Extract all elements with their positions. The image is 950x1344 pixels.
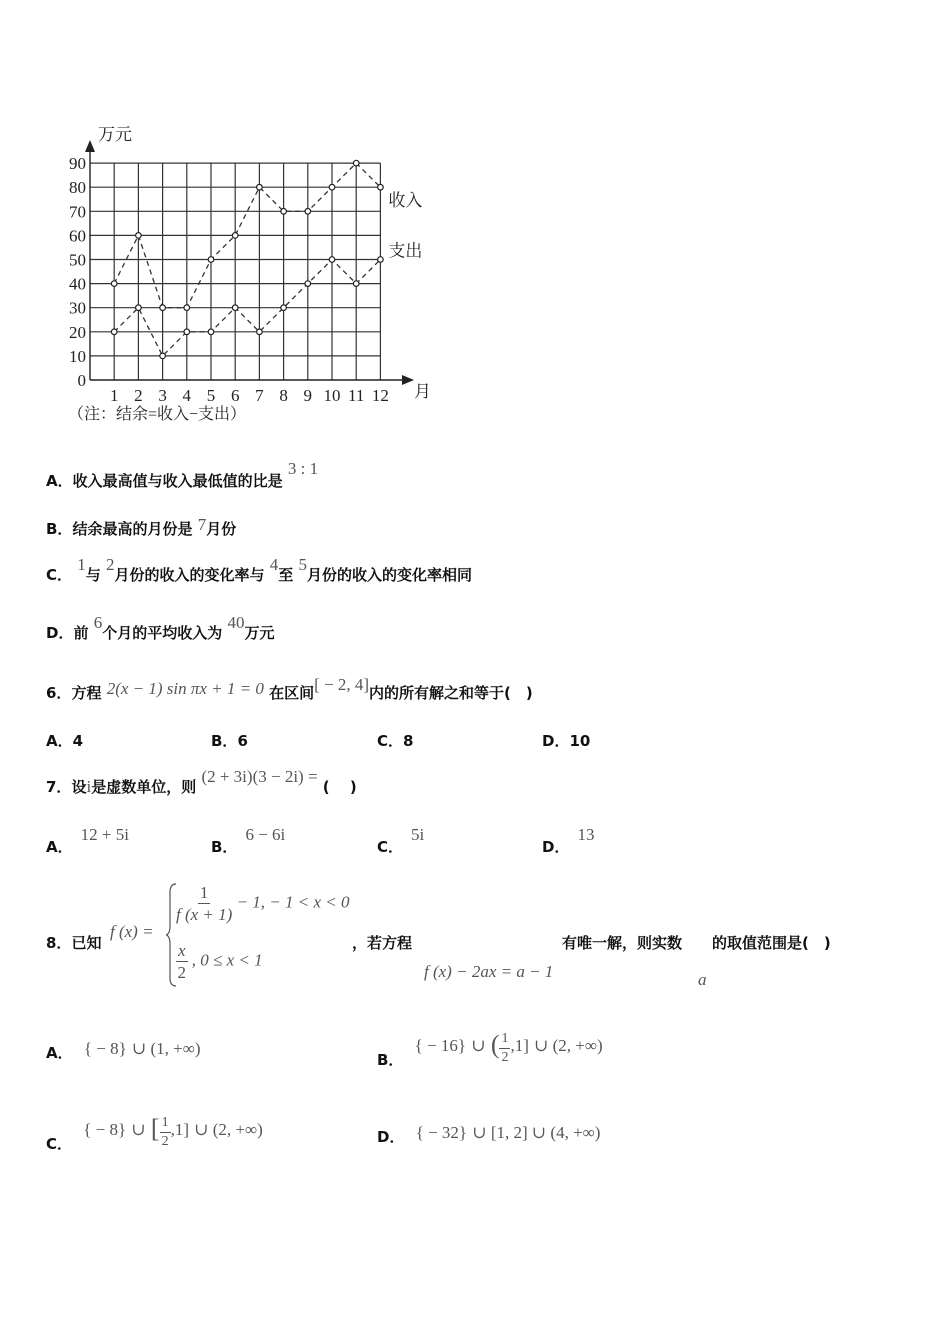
x-tick-label: 11 (348, 386, 365, 405)
x-tick-label: 2 (134, 386, 143, 405)
q5-option-a: A．收入最高值与收入最低值的比是 3 : 1 (46, 459, 319, 490)
q5-option-b: B．结余最高的月份是 7月份 (46, 515, 237, 538)
x-tick-label: 7 (255, 386, 264, 405)
y-tick-label: 90 (69, 154, 86, 174)
y-tick-label: 80 (69, 178, 86, 198)
income-series-point (281, 209, 287, 215)
q8-option-a: A． { − 8} ∪ (1, +∞) (46, 1039, 201, 1062)
expense-series-point (136, 305, 142, 311)
y-tick-label: 30 (69, 298, 86, 318)
q6-option-b: B．6 (211, 732, 248, 750)
x-tick-label: 8 (279, 386, 288, 405)
income-series-point (353, 160, 359, 166)
q6-option-c: C．8 (377, 732, 414, 750)
question-8-lead: 8．已知 (46, 934, 102, 952)
q8-option-c: C． { − 8} ∪ [ $\frac{1}{2}$ ,1] ∪ (2, +∞) (46, 1114, 263, 1153)
q8-text-unique-solution: 有唯一解，则实数 (562, 934, 683, 952)
expense-series-label: 支出 (388, 241, 423, 261)
x-tick-label: 4 (182, 386, 192, 405)
expense-series-point (232, 305, 238, 311)
q8-variable-a: a (698, 970, 707, 989)
x-tick-label: 12 (371, 386, 389, 405)
q8-option-d: D． { − 32} ∪ [1, 2] ∪ (4, +∞) (377, 1123, 601, 1146)
x-axis-arrow (402, 375, 414, 385)
q7-option-a: A．12 + 5i (46, 825, 129, 856)
expense-series-point (353, 281, 359, 287)
expense-series-point (160, 353, 166, 359)
expense-series-point (281, 305, 287, 311)
y-axis-arrow (85, 140, 95, 152)
q8-case-1: $\frac{1}{f (x + 1)}$ − 1, − 1 < x < 0 (176, 883, 350, 924)
expense-series-point (305, 281, 311, 287)
x-tick-label: 5 (206, 386, 216, 405)
q8-text-range: 的取值范围是( ) (712, 934, 831, 952)
expense-series-point (111, 329, 117, 335)
question-7: 7．设i是虚数单位，则 (2 + 3i)(3 − 2i) = ( ) (46, 767, 357, 796)
q7-option-c: C．5i (377, 825, 425, 856)
q7-option-d: D．13 (542, 825, 595, 856)
y-tick-label: 40 (69, 274, 86, 294)
income-series-point (329, 184, 335, 190)
y-tick-label: 0 (77, 371, 86, 390)
income-series-label: 收入 (388, 191, 423, 211)
y-tick-label: 20 (69, 322, 86, 342)
income-series-point (208, 257, 214, 263)
chart-note: （注：结余=收入−支出） (68, 406, 247, 423)
income-series-point (257, 184, 263, 190)
income-series-point (378, 184, 384, 190)
x-tick-label: 3 (158, 386, 167, 405)
income-series-point (305, 209, 311, 215)
q6-option-d: D．10 (542, 732, 591, 750)
y-tick-label: 10 (69, 346, 86, 366)
income-expense-chart (0, 0, 460, 440)
q6-option-a: A．4 (46, 732, 84, 750)
q8-option-b: B． { − 16} ∪ ( $\frac{1}{2}$ ,1] ∪ (2, +∞) (377, 1030, 603, 1069)
income-series-point (136, 233, 142, 239)
y-axis-unit-label: 万元 (98, 125, 132, 144)
expense-series-point (184, 329, 190, 335)
x-tick-label: 1 (109, 386, 119, 405)
income-series-point (184, 305, 190, 311)
y-tick-label: 60 (69, 226, 86, 246)
x-axis-unit-label: 月 (414, 382, 431, 401)
x-tick-label: 6 (230, 386, 240, 405)
q8-case-2: $\frac{x}{2}$ , 0 ≤ x < 1 (177, 941, 263, 982)
q7-option-b: B．6 − 6i (211, 825, 286, 856)
q8-equation: f (x) − 2ax = a − 1 (424, 962, 554, 981)
expense-series-point (208, 329, 214, 335)
q5-option-d: D．前 6个月的平均收入为 40万元 (46, 613, 275, 642)
income-series-point (160, 305, 166, 311)
question-6: 6．方程 2(x − 1) sin πx + 1 = 0 在区间[ − 2, 4]内的所有解之和等于( ) (46, 675, 533, 702)
q8-text-equation-intro: ，若方程 (352, 934, 413, 952)
y-tick-label: 70 (69, 202, 86, 222)
q8-fx-label: f (x) = (110, 922, 154, 941)
expense-series-point (378, 257, 384, 263)
income-series-point (232, 233, 238, 239)
income-series-point (111, 281, 117, 287)
expense-series-point (257, 329, 263, 335)
x-tick-label: 9 (303, 386, 313, 405)
expense-series-point (329, 257, 335, 263)
q5-option-c: C． 1与 2月份的收入的变化率与 4至 5月份的收入的变化率相同 (46, 555, 473, 584)
y-tick-label: 50 (69, 250, 86, 270)
x-tick-label: 10 (323, 386, 341, 405)
